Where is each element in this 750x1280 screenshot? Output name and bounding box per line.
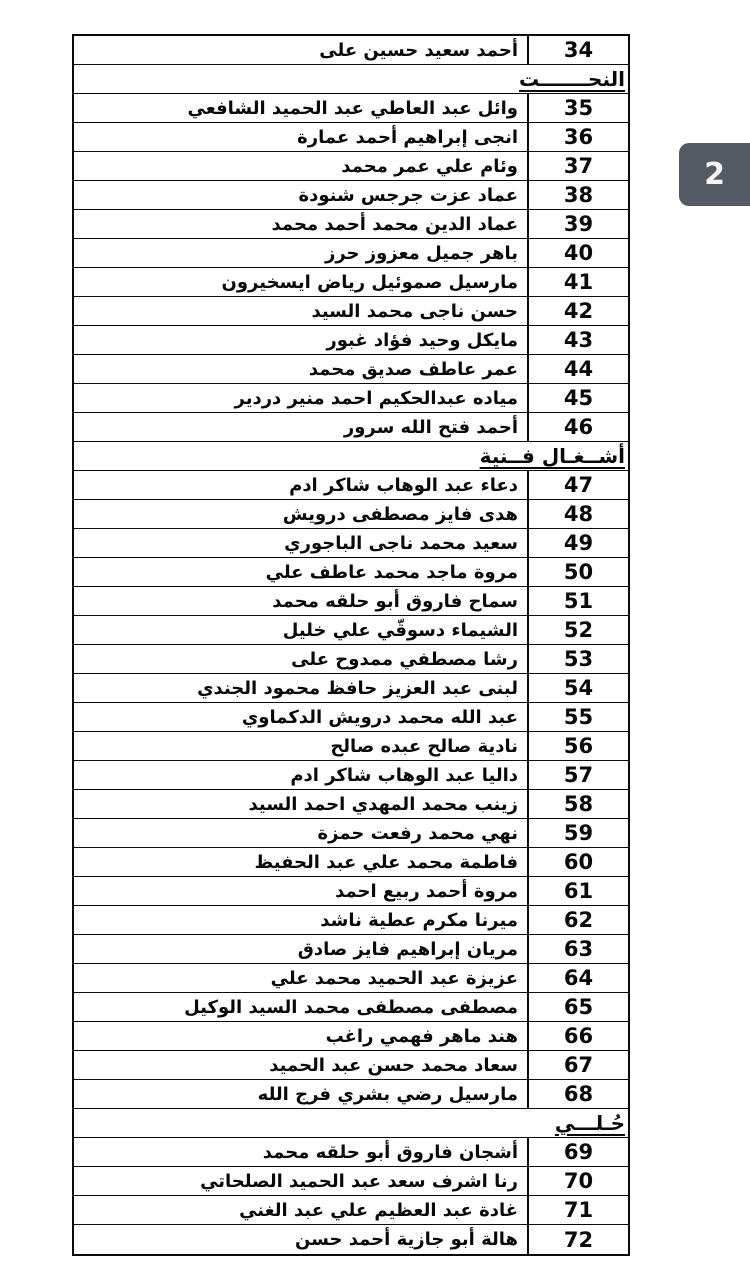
table-row [74,1138,628,1167]
name-cell: مارسيل رضي بشري فرج الله [257,1083,518,1105]
table-row [74,935,628,964]
number-cell: 55 [527,703,628,731]
name-cell: هدى فايز مصطفى درويش [282,503,518,525]
number-cell: 61 [527,877,628,905]
table-row [74,819,628,848]
name-cell: عماد عزت جرجس شنودة [298,184,518,206]
name-cell: مارسيل صموئيل رياض ايسخيرون [221,271,518,293]
table-row [74,384,628,413]
name-cell: فاطمة محمد علي عبد الحفيظ [254,851,518,873]
name-cell: سعاد محمد حسن عبد الحميد [269,1054,518,1076]
table-row [74,558,628,587]
table-row [74,761,628,790]
name-cell: رنا اشرف سعد عبد الحميد الصلحاتي [200,1170,518,1192]
name-cell: مريان إبراهيم فايز صادق [297,938,518,960]
name-cell: حسن ناجى محمد السيد [311,300,518,322]
table-row [74,123,628,152]
number-cell: 57 [527,761,628,789]
number-cell: 51 [527,587,628,615]
number-cell: 43 [527,326,628,354]
page-number-label: 2 [704,157,725,192]
table-row [74,674,628,703]
name-cell: أحمد فتح الله سرور [343,416,518,438]
table-row [74,529,628,558]
table-row [74,500,628,529]
number-cell: 62 [527,906,628,934]
table-row [74,848,628,877]
section-title: النحـــــــت [519,67,625,91]
number-cell: 64 [527,964,628,992]
name-cell: نادية صالح عبده صالح [330,735,518,757]
name-cell: انجى إبراهيم أحمد عمارة [297,126,518,148]
name-cell: نهي محمد رفعت حمزة [317,822,518,844]
table-row [74,152,628,181]
name-cell: باهر جميل معزوز حرز [324,242,518,264]
number-cell: 39 [527,210,628,238]
number-cell: 66 [527,1022,628,1050]
section-header-row [74,1109,628,1138]
number-cell: 52 [527,616,628,644]
name-cell: وائل عبد العاطي عبد الحميد الشافعي [187,97,518,119]
number-cell: 45 [527,384,628,412]
number-cell: 59 [527,819,628,847]
number-cell: 44 [527,355,628,383]
name-cell: مصطفى مصطفى محمد السيد الوكيل [184,996,518,1018]
table-row [74,181,628,210]
name-cell: عماد الدين محمد أحمد محمد [271,213,518,235]
table-row [74,616,628,645]
table-row [74,94,628,123]
number-cell: 34 [527,36,628,64]
name-cell: غادة عبد العظيم علي عبد الغني [239,1199,518,1221]
number-cell: 49 [527,529,628,557]
table-row [74,587,628,616]
number-cell: 47 [527,471,628,499]
name-cell: أحمد سعيد حسين على [319,39,518,61]
table-row [74,471,628,500]
table-row [74,645,628,674]
name-cell: مروة ماجد محمد عاطف علي [265,561,518,583]
name-cell: عبد الله محمد درويش الدكماوي [241,706,518,728]
section-title: حُـلـــي [554,1111,625,1135]
name-cell: أشجان فاروق أبو حلقه محمد [262,1141,518,1163]
number-cell: 36 [527,123,628,151]
table-row [74,732,628,761]
number-cell: 70 [527,1167,628,1195]
section-header-row [74,442,628,471]
number-cell: 69 [527,1138,628,1166]
number-cell: 58 [527,790,628,818]
table-row [74,326,628,355]
table-row [74,964,628,993]
table-row [74,993,628,1022]
name-cell: ميرنا مكرم عطية ناشد [320,909,518,931]
table-row [74,877,628,906]
name-cell: هند ماهر فهمي راغب [325,1025,518,1047]
table-row [74,1022,628,1051]
page-number-badge[interactable] [679,143,750,206]
name-cell: داليا عبد الوهاب شاكر ادم [290,764,518,786]
number-cell: 60 [527,848,628,876]
table-row [74,703,628,732]
name-cell: سماح فاروق أبو حلقه محمد [272,590,518,612]
number-cell: 41 [527,268,628,296]
number-cell: 46 [527,413,628,441]
section-title: أشــغـال فــنية [479,444,625,468]
number-cell: 72 [527,1225,628,1254]
name-cell: دعاء عبد الوهاب شاكر ادم [289,474,518,496]
table-row [74,1167,628,1196]
table-row [74,36,628,65]
number-cell: 35 [527,94,628,122]
number-cell: 37 [527,152,628,180]
number-cell: 53 [527,645,628,673]
number-cell: 67 [527,1051,628,1079]
number-cell: 63 [527,935,628,963]
table-row [74,1051,628,1080]
name-cell: لبنى عبد العزيز حافظ محمود الجندي [197,677,518,699]
number-cell: 38 [527,181,628,209]
name-cell: هالة أبو جازية أحمد حسن [294,1229,518,1250]
name-cell: سعيد محمد ناجى الباجوري [284,532,518,554]
name-cell: رشا مصطفي ممدوح على [291,648,518,670]
number-cell: 50 [527,558,628,586]
section-header-row [74,65,628,94]
number-cell: 42 [527,297,628,325]
number-cell: 56 [527,732,628,760]
table-row [74,1225,628,1254]
table-row [74,210,628,239]
name-cell: الشيماء دسوقّي علي خليل [282,619,518,641]
table-row [74,906,628,935]
table-row [74,355,628,384]
table-row [74,1080,628,1109]
table-row [74,268,628,297]
table-row [74,297,628,326]
name-cell: مروة أحمد ربيع احمد [335,880,518,902]
name-cell: عزيزة عبد الحميد محمد علي [270,967,518,989]
name-cell: مياده عبدالحكيم احمد منير دردير [234,387,518,409]
number-cell: 40 [527,239,628,267]
name-cell: وئام علي عمر محمد [341,155,518,177]
number-cell: 68 [527,1080,628,1108]
name-cell: زينب محمد المهدي احمد السيد [248,793,518,815]
roster-table [72,34,630,1256]
number-cell: 71 [527,1196,628,1224]
number-cell: 48 [527,500,628,528]
number-cell: 54 [527,674,628,702]
table-row [74,413,628,442]
table-row [74,239,628,268]
table-row [74,790,628,819]
number-cell: 65 [527,993,628,1021]
name-cell: عمر عاطف صديق محمد [308,358,518,380]
name-cell: مايكل وحيد فؤاد غبور [326,329,518,351]
table-row [74,1196,628,1225]
